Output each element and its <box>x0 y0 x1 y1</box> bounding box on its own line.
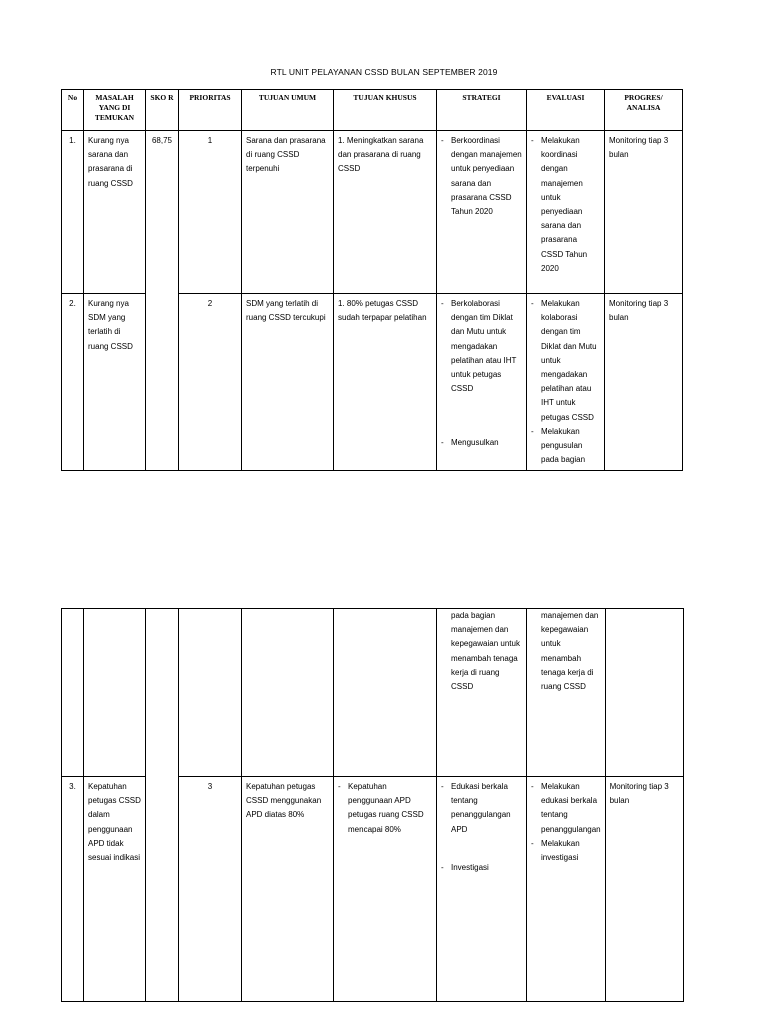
header-progres: PROGRES/ ANALISA <box>605 90 683 131</box>
row-evaluasi <box>527 131 605 294</box>
row-prioritas: 3 <box>179 777 242 1002</box>
tujuan-khusus-item: - Kepatuhan penggunaan APD petugas ruang CSSD mencapai 80% <box>338 780 432 837</box>
evaluasi-continuation: manajemen dan kepegawaian untuk menambah tenaga kerja di ruang CSSD <box>541 611 599 692</box>
row-skor <box>146 609 179 777</box>
header-skor: SKO R <box>146 90 179 131</box>
row-prioritas <box>179 609 242 777</box>
strategi-item: - Investigasi <box>441 861 522 875</box>
row-tujuan-khusus <box>334 777 437 1002</box>
row-tujuan-umum: Sarana dan prasarana di ruang CSSD terpenuhi <box>242 131 334 294</box>
row-masalah <box>84 609 146 777</box>
evaluasi-item: - Melakukan edukasi berkala tentang penanggulangan <box>531 780 601 837</box>
header-tujuan-khusus: TUJUAN KHUSUS <box>334 90 437 131</box>
row-prioritas: 2 <box>179 294 242 471</box>
table-row <box>62 777 684 1002</box>
row-tujuan-umum <box>242 609 334 777</box>
row-prioritas: 1 <box>179 131 242 294</box>
row-skor <box>146 777 179 1002</box>
row-masalah: Kurang nya sarana dan prasarana di ruang CSSD <box>84 131 146 294</box>
table-row <box>62 131 683 294</box>
row-tujuan-khusus: 1. Meningkatkan sarana dan prasarana di ruang CSSD <box>334 131 437 294</box>
row-progres: Monitoring tiap 3 bulan <box>605 294 683 471</box>
header-prioritas: PRIORITAS <box>179 90 242 131</box>
header-strategi: STRATEGI <box>437 90 527 131</box>
row-tujuan-khusus <box>334 609 437 777</box>
row-skor: 68,75 <box>146 131 179 294</box>
header-evaluasi: EVALUASI <box>527 90 605 131</box>
evaluasi-item: - Melakukan investigasi <box>531 837 601 865</box>
strategi-item: - Edukasi berkala tentang penanggulangan APD <box>441 780 522 837</box>
row-no: 3. <box>62 777 84 1002</box>
header-row <box>62 90 683 131</box>
row-progres: Monitoring tiap 3 bulan <box>605 131 683 294</box>
table-row <box>62 609 684 777</box>
row-tujuan-umum: Kepatuhan petugas CSSD menggunakan APD diatas 80% <box>242 777 334 1002</box>
row-evaluasi <box>527 294 605 471</box>
row-strategi <box>437 609 527 777</box>
row-progres: Monitoring tiap 3 bulan <box>605 777 683 1002</box>
row-tujuan-khusus: 1. 80% petugas CSSD sudah terpapar pelatihan <box>334 294 437 471</box>
header-masalah: MASALAH YANG DI TEMUKAN <box>84 90 146 131</box>
row-masalah: Kepatuhan petugas CSSD dalam penggunaan APD tidak sesuai indikasi <box>84 777 146 1002</box>
row-strategi <box>437 131 527 294</box>
row-strategi <box>437 777 527 1002</box>
row-skor <box>146 294 179 471</box>
rtl-table-page-1 <box>61 89 683 471</box>
header-no: No <box>62 90 84 131</box>
header-tujuan-umum: TUJUAN UMUM <box>242 90 334 131</box>
evaluasi-item: - Melakukan koordinasi dengan manajemen untuk penyediaan sarana dan prasarana CSSD Tahun 2020 <box>531 134 600 276</box>
strategi-item: - Mengusulkan <box>441 436 522 450</box>
table-row <box>62 294 683 471</box>
strategi-item: - Berkolaborasi dengan tim Diklat dan Mutu untuk mengadakan pelatihan atau IHT untuk petugas CSSD <box>441 297 522 396</box>
row-no: 1. <box>62 131 84 294</box>
row-evaluasi <box>527 609 606 777</box>
row-tujuan-umum: SDM yang terlatih di ruang CSSD tercukupi <box>242 294 334 471</box>
document-title: RTL UNIT PELAYANAN CSSD BULAN SEPTEMBER 2019 <box>270 67 498 77</box>
rtl-table-page-2 <box>61 608 684 1002</box>
evaluasi-item: - Melakukan kolaborasi dengan tim Diklat dan Mutu untuk mengadakan pelatihan atau IHT untuk petugas CSSD <box>531 297 600 425</box>
strategi-item: - Berkoordinasi dengan manajemen untuk penyediaan sarana dan prasarana CSSD Tahun 2020 <box>441 134 522 219</box>
row-no: 2. <box>62 294 84 471</box>
row-progres <box>605 609 683 777</box>
row-masalah: Kurang nya SDM yang terlatih di ruang CSSD <box>84 294 146 471</box>
row-no <box>62 609 84 777</box>
row-strategi <box>437 294 527 471</box>
evaluasi-item: - Melakukan pengusulan pada bagian <box>531 425 600 468</box>
strategi-continuation: pada bagian manajemen dan kepegawaian untuk menambah tenaga kerja di ruang CSSD <box>451 611 520 692</box>
row-evaluasi <box>527 777 606 1002</box>
